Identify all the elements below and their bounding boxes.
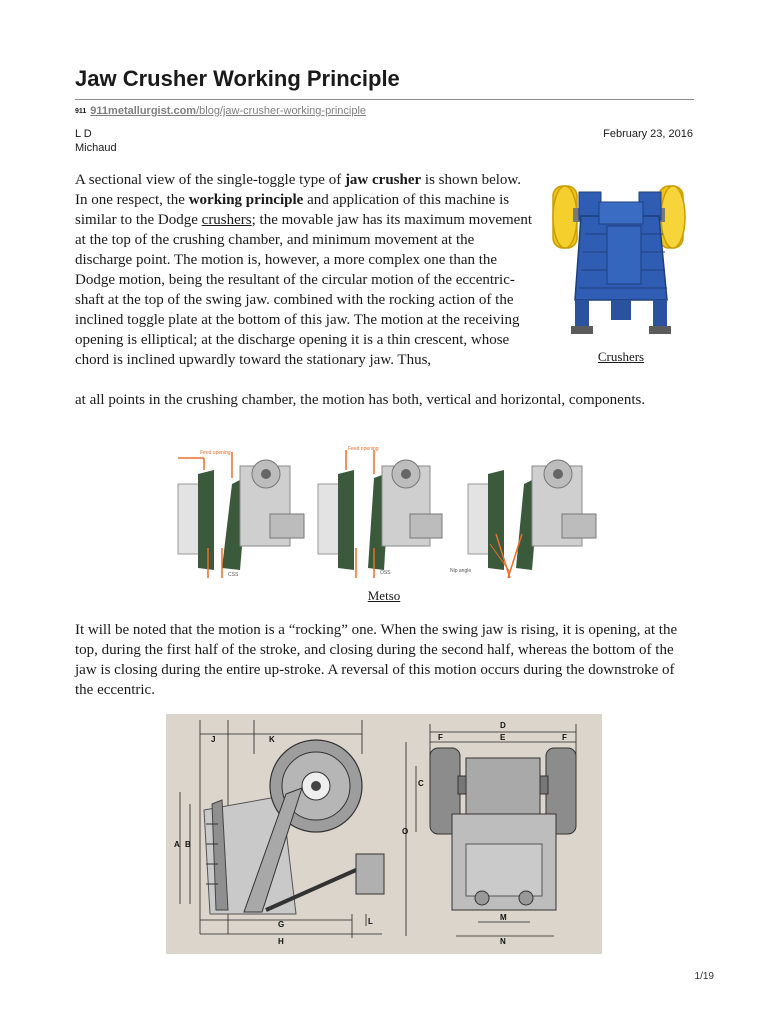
crushers-caption-link[interactable]: Crushers (597, 349, 645, 364)
para1-text-c: is shown below. In one respect, the (75, 172, 522, 208)
body-paragraph-1 (75, 170, 535, 370)
para1-bold-jaw-crusher: jaw crusher (344, 172, 422, 188)
dim-label-e: E (500, 733, 506, 742)
dim-label-j: J (211, 735, 216, 744)
source-url-domain[interactable]: 911metallurgist.com (90, 105, 197, 117)
dim-label-n: N (500, 937, 506, 946)
body-paragraph-2: It will be noted that the motion is a “rocking” one. When the swing jaw is rising, it is opening, at the top, during the first half of the stroke, and closing during the second half, whereas the bottom of the jaw is closing during the entire up-stroke. A reversal of this motion occurs during the downstroke of the eccentric. (75, 622, 678, 698)
source-url[interactable] (75, 105, 366, 117)
oss-label: OSS (380, 570, 391, 576)
feed-opening-label-2: Feed opening (348, 446, 379, 452)
page-title: Jaw Crusher Working Principle (75, 66, 400, 91)
dim-label-b: B (185, 840, 191, 849)
jaw-crusher-photo (549, 172, 693, 342)
body-paragraph-1-continued: at all points in the crushing chamber, the motion has both, vertical and horizontal, components. (75, 392, 646, 408)
dim-label-f-right: F (562, 733, 567, 742)
css-label: CSS (228, 572, 239, 578)
crushers-link[interactable]: crushers (201, 212, 252, 228)
page-number: 1/19 (694, 971, 714, 982)
dim-label-f-left: F (438, 733, 443, 742)
jaw-crusher-dimension-drawing (166, 714, 602, 954)
dim-label-l: L (368, 917, 373, 926)
author-initials: L D (75, 128, 92, 140)
dim-label-h: H (278, 937, 284, 946)
para1-text-e: and application of this machine is similar to the Dodge (75, 192, 510, 228)
para1-bold-working-principle: working principle (188, 192, 304, 208)
front-view (430, 748, 576, 910)
nip-angle-label: Nip angle (450, 568, 472, 574)
dim-label-o: O (402, 827, 409, 836)
metso-jaw-motion-figure (170, 444, 620, 582)
title-divider (75, 99, 694, 100)
source-url-path[interactable]: /blog/jaw-crusher-working-principle (196, 105, 367, 117)
publish-date: February 23, 2016 (603, 128, 693, 140)
dim-label-g: G (278, 920, 285, 929)
para1-text-a: A sectional view of the single-toggle type of (75, 172, 345, 188)
author-surname: Michaud (75, 142, 117, 154)
dim-label-k: K (269, 735, 275, 744)
dim-label-m: M (500, 913, 507, 922)
para1-text-g: ; the movable jaw has its maximum movement at the top of the crushing chamber, and minimum movement at the discharge point. The motion is, however, a more complex one than the Dodge motion, being the resultant of the circular motion of the eccentric-shaft at the top of the swing jaw. combined with the rocking action of the inclined toggle plate at the bottom of this jaw. The motion at the receiving opening is elliptical; at the discharge opening it is a thin crescent, whose chord is inclined upwardly toward the stationary jaw. Thus, (75, 212, 533, 368)
site-favicon-icon: 911 (75, 108, 87, 115)
metso-caption-link[interactable]: Metso (367, 588, 401, 603)
dim-label-d: D (500, 721, 506, 730)
dim-label-a: A (174, 840, 180, 849)
dim-label-c: C (418, 779, 424, 788)
feed-opening-label-1: Feed opening (200, 450, 231, 456)
